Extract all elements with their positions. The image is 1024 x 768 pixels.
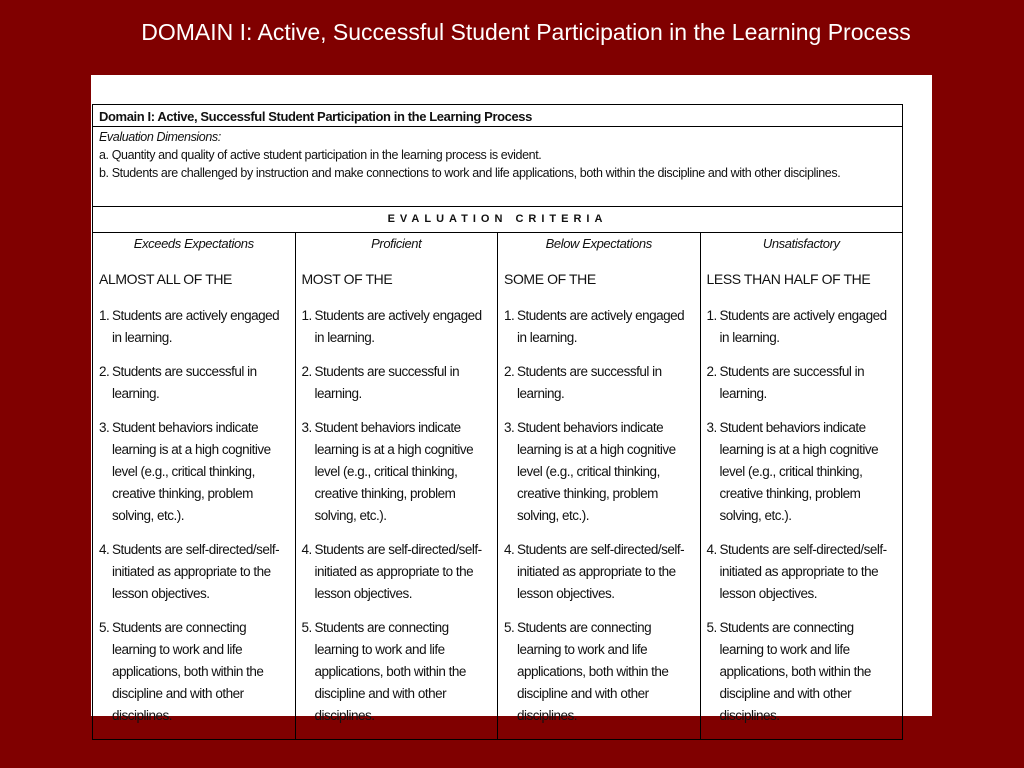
criteria-number: 1. <box>301 308 312 323</box>
criteria-columns-row <box>93 233 903 740</box>
criteria-text: Students are successful in learning. <box>517 364 662 401</box>
rubric-title: Domain I: Active, Successful Student Participation in the Learning Process <box>93 105 903 127</box>
criteria-item <box>302 417 492 527</box>
criteria-text: Students are self-directed/self-initiated as appropriate to the lesson objectives. <box>314 542 482 601</box>
column-proficient <box>295 233 498 740</box>
criteria-item <box>504 305 694 349</box>
column-qualifier: LESS THAN HALF OF THE <box>706 271 871 287</box>
criteria-number: 5. <box>504 620 515 635</box>
criteria-text: Students are successful in learning. <box>719 364 865 401</box>
criteria-item <box>99 361 289 405</box>
column-heading: Exceeds Expectations <box>133 236 254 251</box>
criteria-item <box>99 305 289 349</box>
criteria-text: Students are connecting learning to work and life applications, both within the discipline and with other disciplines. <box>517 620 669 723</box>
criteria-item <box>504 361 694 405</box>
criteria-list <box>504 305 694 727</box>
column-unsatisfactory <box>700 233 903 740</box>
criteria-number: 5. <box>301 620 312 635</box>
criteria-text: Students are successful in learning. <box>314 364 460 401</box>
criteria-number: 1. <box>99 308 110 323</box>
criteria-number: 4. <box>99 542 110 557</box>
criteria-item <box>302 305 492 349</box>
criteria-text: Students are self-directed/self-initiated as appropriate to the lesson objectives. <box>517 542 685 601</box>
criteria-text: Students are successful in learning. <box>112 364 257 401</box>
criteria-list <box>707 305 897 727</box>
rubric-table <box>92 104 903 740</box>
criteria-item <box>504 417 694 527</box>
column-heading: Unsatisfactory <box>762 236 840 251</box>
criteria-number: 3. <box>99 420 110 435</box>
dimensions-label: Evaluation Dimensions: <box>99 130 221 144</box>
criteria-header: EVALUATION CRITERIA <box>93 207 903 233</box>
criteria-text: Students are connecting learning to work and life applications, both within the discipline and with other disciplines. <box>112 620 264 723</box>
criteria-text: Students are actively engaged in learning. <box>112 308 280 345</box>
criteria-item <box>707 305 897 349</box>
criteria-item <box>504 617 694 727</box>
criteria-list <box>99 305 289 727</box>
criteria-item <box>99 417 289 527</box>
column-qualifier: SOME OF THE <box>504 271 596 287</box>
criteria-number: 2. <box>504 364 515 379</box>
criteria-number: 1. <box>504 308 515 323</box>
column-qualifier: MOST OF THE <box>301 271 393 287</box>
column-qualifier: ALMOST ALL OF THE <box>99 271 232 287</box>
criteria-item <box>302 617 492 727</box>
criteria-item <box>707 539 897 605</box>
criteria-list <box>302 305 492 727</box>
criteria-number: 4. <box>706 542 717 557</box>
column-below-expectations <box>498 233 701 740</box>
criteria-number: 4. <box>504 542 515 557</box>
criteria-text: Student behaviors indicate learning is at a high cognitive level (e.g., critical thinking, creative thinking, problem solving, etc.). <box>112 420 271 523</box>
criteria-item <box>707 617 897 727</box>
evaluation-dimensions <box>93 127 903 207</box>
criteria-number: 2. <box>706 364 717 379</box>
criteria-number: 3. <box>706 420 717 435</box>
criteria-number: 3. <box>301 420 312 435</box>
criteria-number: 5. <box>706 620 717 635</box>
criteria-text: Students are connecting learning to work and life applications, both within the discipline and with other disciplines. <box>314 620 466 723</box>
rubric-document <box>91 75 932 723</box>
criteria-text: Student behaviors indicate learning is at a high cognitive level (e.g., critical thinking, creative thinking, problem solving, etc.). <box>314 420 474 523</box>
criteria-number: 2. <box>301 364 312 379</box>
criteria-text: Students are actively engaged in learning. <box>517 308 685 345</box>
criteria-text: Student behaviors indicate learning is at a high cognitive level (e.g., critical thinking, creative thinking, problem solving, etc.). <box>719 420 879 523</box>
dimension-a: a. Quantity and quality of active student participation in the learning process is evident. <box>99 148 542 162</box>
criteria-number: 4. <box>301 542 312 557</box>
slide-title: DOMAIN I: Active, Successful Student Participation in the Learning Process <box>141 19 911 45</box>
column-heading: Proficient <box>371 236 422 251</box>
criteria-number: 1. <box>706 308 717 323</box>
criteria-text: Students are self-directed/self-initiated as appropriate to the lesson objectives. <box>112 542 280 601</box>
criteria-number: 3. <box>504 420 515 435</box>
criteria-text: Students are actively engaged in learning. <box>314 308 482 345</box>
criteria-item <box>99 617 289 727</box>
criteria-number: 5. <box>99 620 110 635</box>
dimension-b: b. Students are challenged by instruction and make connections to work and life applications, both within the discipline and with other disciplines. <box>99 166 841 180</box>
criteria-text: Students are connecting learning to work and life applications, both within the discipline and with other disciplines. <box>719 620 871 723</box>
column-heading: Below Expectations <box>545 236 652 251</box>
criteria-number: 2. <box>99 364 110 379</box>
criteria-item <box>302 361 492 405</box>
column-exceeds-expectations <box>93 233 296 740</box>
criteria-text: Students are actively engaged in learning. <box>719 308 887 345</box>
criteria-item <box>707 361 897 405</box>
criteria-text: Student behaviors indicate learning is at a high cognitive level (e.g., critical thinking, creative thinking, problem solving, etc.). <box>517 420 676 523</box>
criteria-item <box>302 539 492 605</box>
criteria-item <box>99 539 289 605</box>
criteria-item <box>707 417 897 527</box>
criteria-text: Students are self-directed/self-initiated as appropriate to the lesson objectives. <box>719 542 887 601</box>
criteria-item <box>504 539 694 605</box>
